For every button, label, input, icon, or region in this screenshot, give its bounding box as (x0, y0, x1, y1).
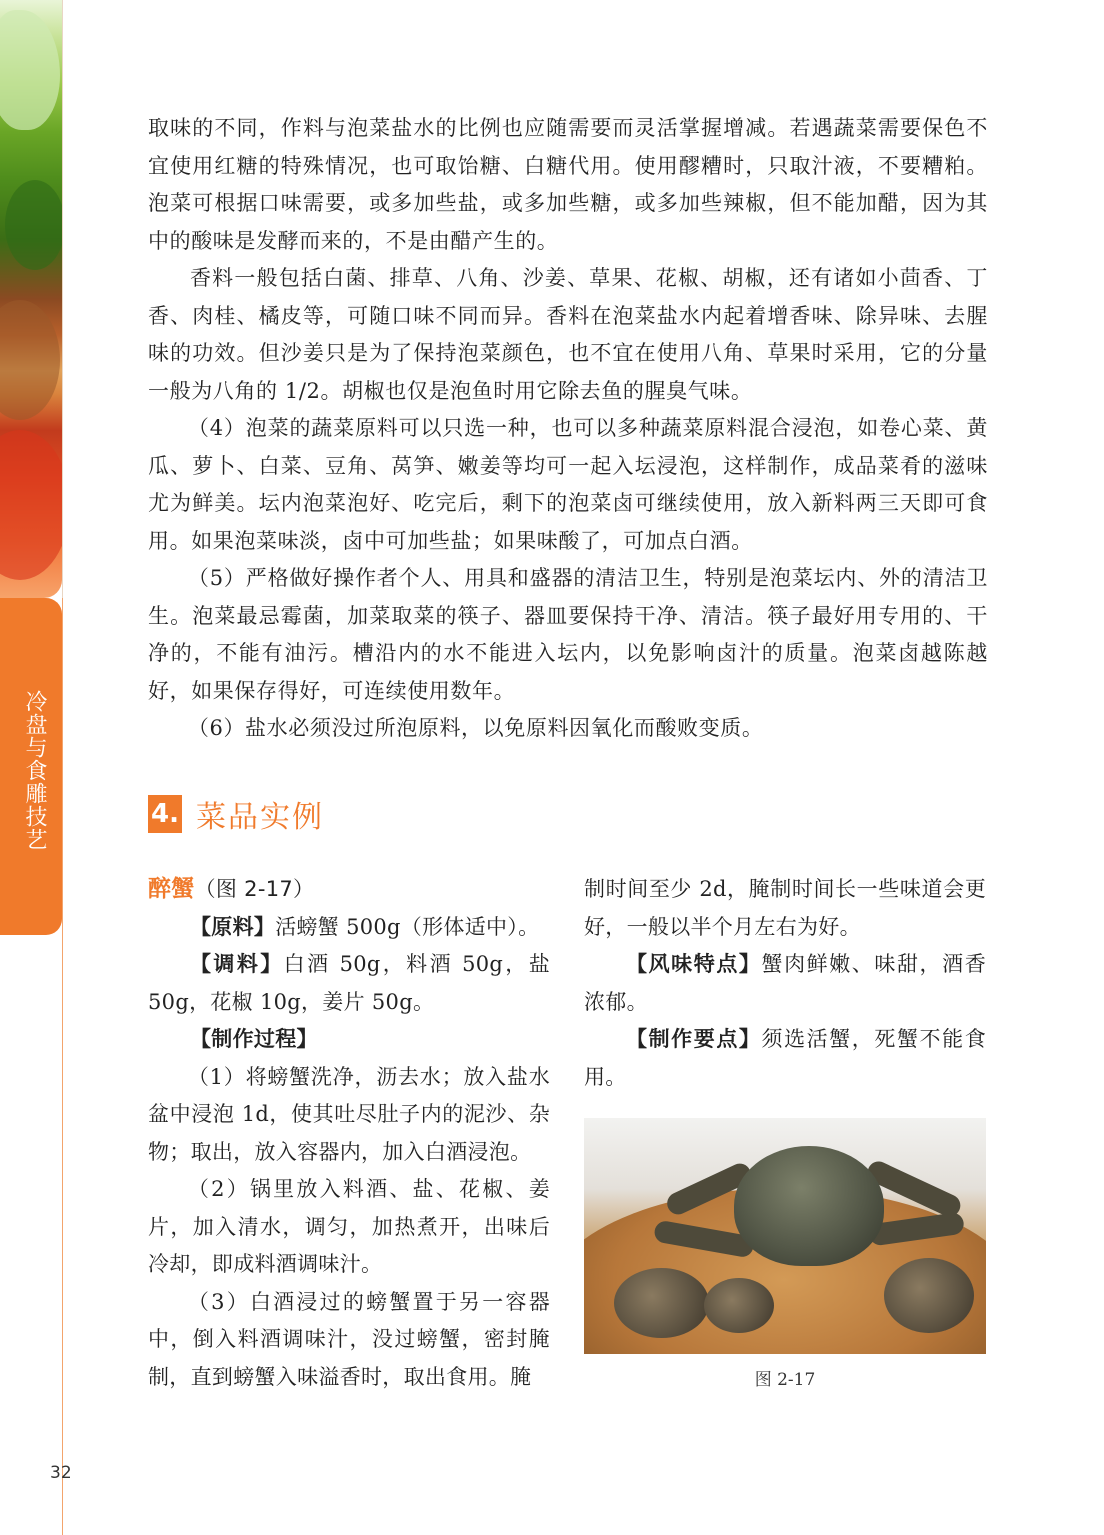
body-text (148, 110, 988, 748)
flavor (584, 946, 986, 1021)
ingredients-text: 活螃蟹 500g（形体适中）。 (275, 914, 540, 939)
margin-divider (62, 598, 63, 1535)
step-3: （3）白酒浸过的螃蟹置于另一容器中，倒入料酒调味汁，没过螃蟹，密封腌制，直到螃蟹入味溢香时，取出食用。腌 (148, 1289, 550, 1389)
flavor-label: 【风味特点】 (626, 952, 762, 976)
recipe-right-column (584, 871, 986, 1096)
vegetables-photo (0, 0, 62, 598)
page-number: 32 (50, 1463, 72, 1483)
key-text: 须选活蟹，死蟹不能食用。 (584, 1027, 986, 1089)
paragraph-2: 香料一般包括白菌、排草、八角、沙姜、草果、花椒、胡椒，还有诸如小茴香、丁香、肉桂、橘皮等，可随口味不同而异。香料在泡菜盐水内起着增香味、除异味、去腥味的功效。但沙姜只是为了保持泡菜颜色，也不宜在使用八角、草果时采用，它的分量一般为八角的 1/2。胡椒也仅是泡鱼时用它除去鱼的腥臭气味。 (148, 266, 988, 403)
margin-divider-top (62, 0, 63, 598)
ingredients (148, 909, 550, 947)
process-heading (148, 1021, 550, 1059)
paragraph-4: （5）严格做好操作者个人、用具和盛器的清洁卫生，特别是泡菜坛内、外的清洁卫生。泡菜最忌霉菌，加菜取菜的筷子、器皿要保持干净、清洁。筷子最好用专用的、干净的，不能有油污。槽沿内的水不能进入坛内，以免影响卤汁的质量。泡菜卤越陈越好，如果保存得好，可连续使用数年。 (148, 566, 988, 703)
recipe-left-column (148, 871, 550, 1396)
ingredients-label: 【原料】 (190, 914, 276, 939)
section-title: 菜品实例 (196, 800, 324, 835)
drunken-crab-photo (584, 1118, 986, 1354)
step-1: （1）将螃蟹洗净，沥去水；放入盐水盆中浸泡 1d，使其吐尽肚子内的泥沙、杂物；取出，放入容器内，加入白酒浸泡。 (148, 1064, 550, 1164)
dish-name: 醉蟹 (148, 876, 195, 902)
seasoning-text: 白酒 50g，料酒 50g，盐 50g，花椒 10g，姜片 50g。 (148, 952, 551, 1014)
figure-caption: 图 2-17 (754, 1370, 816, 1390)
paragraph-3: （4）泡菜的蔬菜原料可以只选一种，也可以多种蔬菜原料混合浸泡，如卷心菜、黄瓜、萝卜、白菜、豆角、莴笋、嫩姜等均可一起入坛浸泡，这样制作，成品菜肴的滋味尤为鲜美。坛内泡菜泡好、吃完后，剩下的泡菜卤可继续使用，放入新料两三天即可食用。如果泡菜味淡，卤中可加些盐；如果味酸了，可加点白酒。 (148, 416, 988, 553)
recipe-title-line (148, 871, 550, 909)
flavor-text: 蟹肉鲜嫩、味甜，酒香浓郁。 (584, 952, 986, 1014)
section-number: 4. (148, 795, 182, 833)
paragraph-1: 取味的不同，作料与泡菜盐水的比例也应随需要而灵活掌握增减。若遇蔬菜需要保色不宜使用红糖的特殊情况，也可取饴糖、白糖代用。使用醪糟时，只取汁液，不要糟粕。泡菜可根据口味需要，或多加些盐，或多加些糖，或多加些辣椒，但不能加醋，因为其中的酸味是发酵而来的，不是由醋产生的。 (148, 116, 988, 253)
step-2: （2）锅里放入料酒、盐、花椒、姜片，加入清水，调匀，加热煮开，出味后冷却，即成料酒调味汁。 (148, 1177, 550, 1276)
figure-reference: （图 2-17） (194, 877, 315, 901)
chapter-title: 冷盘与食雕技艺 (22, 690, 47, 851)
step-3-continued: 制时间至少 2d，腌制时间长一些味道会更好，一般以半个月左右为好。 (584, 877, 986, 939)
sidebar (0, 0, 62, 1535)
key-points (584, 1021, 986, 1096)
paragraph-5: （6）盐水必须没过所泡原料，以免原料因氧化而酸败变质。 (187, 716, 764, 740)
section-heading (148, 794, 324, 834)
process-label: 【制作过程】 (190, 1027, 318, 1051)
seasoning-label: 【调料】 (190, 952, 284, 976)
key-label: 【制作要点】 (626, 1027, 762, 1051)
seasoning (148, 946, 550, 1021)
